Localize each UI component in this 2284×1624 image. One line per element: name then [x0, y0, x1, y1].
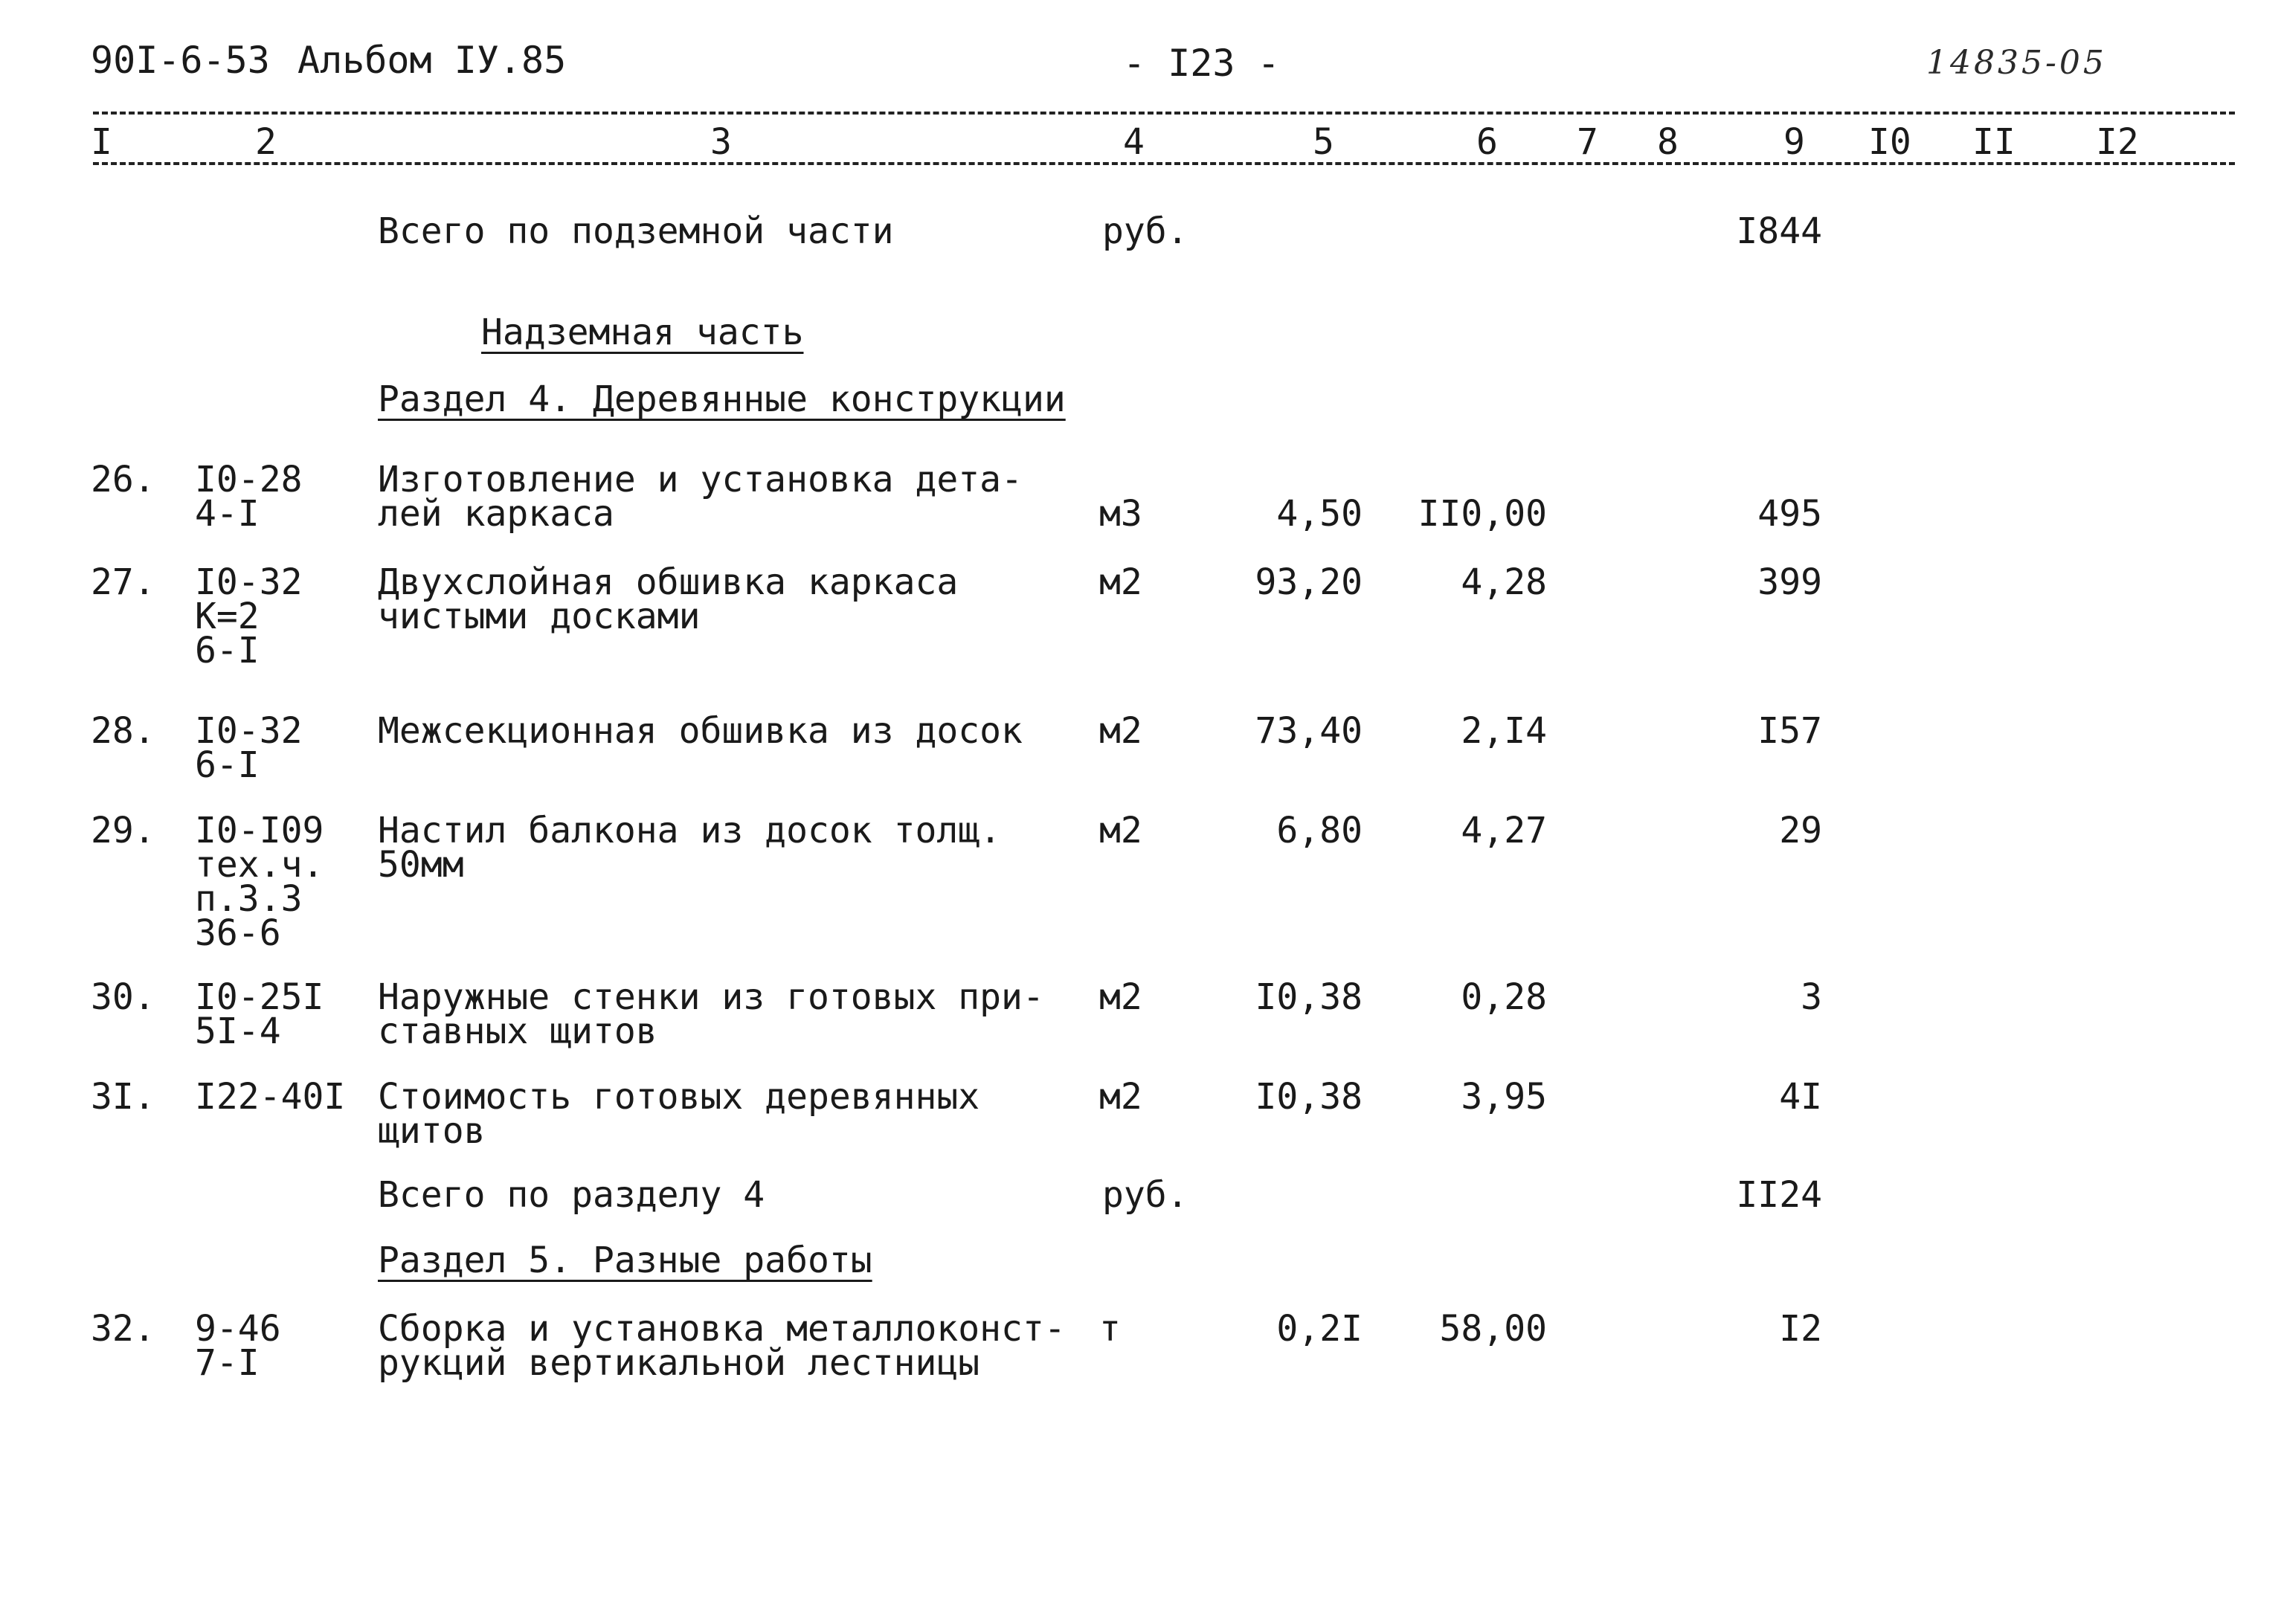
row-number: 26. — [91, 459, 155, 500]
row-description: чистыми досками — [378, 596, 701, 637]
row-description: рукций вертикальной лестницы — [378, 1342, 980, 1384]
row-quantity: 6,80 — [1276, 810, 1363, 851]
column-number: 7 — [1577, 121, 1598, 163]
column-number: 9 — [1783, 121, 1805, 163]
section-heading: Раздел 5. Разные работы — [378, 1240, 872, 1281]
row-quantity: 73,40 — [1255, 710, 1363, 752]
album-label: Альбом IУ.85 — [297, 39, 567, 82]
page-number: - I23 - — [1123, 42, 1280, 85]
row-price: 4,28 — [1461, 561, 1547, 603]
row-unit: т — [1099, 1308, 1121, 1350]
row-description: ставных щитов — [378, 1011, 657, 1052]
column-number: 6 — [1476, 121, 1498, 163]
row-description: Стоимость готовых деревянных — [378, 1076, 980, 1118]
handwritten-number: 14835-05 — [1926, 44, 2107, 82]
row-quantity: I0,38 — [1255, 976, 1363, 1018]
column-number: I0 — [1868, 121, 1911, 163]
column-number: 2 — [255, 121, 277, 163]
subheading-above-ground: Надземная часть — [481, 312, 804, 353]
row-number: 28. — [91, 710, 155, 752]
row-total: 399 — [1757, 561, 1822, 603]
row-number: 3I. — [91, 1076, 155, 1118]
row-number: 32. — [91, 1308, 155, 1350]
row-price: 0,28 — [1461, 976, 1547, 1018]
row-unit: м2 — [1099, 710, 1142, 752]
total-unit: руб. — [1102, 1174, 1188, 1216]
row-code: 5I-4 — [195, 1011, 281, 1052]
row-code: 6-I — [195, 630, 260, 671]
row-quantity: I0,38 — [1255, 1076, 1363, 1118]
column-number: I2 — [2096, 121, 2139, 163]
row-code: I22-40I — [195, 1076, 346, 1118]
row-description: лей каркаса — [378, 493, 614, 535]
row-unit: м3 — [1099, 493, 1142, 535]
doc-code: 90I-6-53 — [91, 39, 270, 82]
row-code: п.3.3 — [195, 878, 303, 920]
row-number: 29. — [91, 810, 155, 851]
row-code: I0-32 — [195, 710, 303, 752]
header-rule-top — [93, 112, 2235, 115]
row-total: I2 — [1779, 1308, 1822, 1350]
row-number: 27. — [91, 561, 155, 603]
row-code: I0-I09 — [195, 810, 324, 851]
row-description: Сборка и установка металлоконст- — [378, 1308, 1066, 1350]
row-code: 6-I — [195, 744, 260, 786]
total-label: Всего по разделу 4 — [378, 1174, 765, 1216]
row-number: 30. — [91, 976, 155, 1018]
row-code: I0-28 — [195, 459, 303, 500]
row-code: 7-I — [195, 1342, 260, 1384]
row-price: 2,I4 — [1461, 710, 1547, 752]
total-value: I844 — [1736, 210, 1822, 252]
row-code: 4-I — [195, 493, 260, 535]
section-heading: Раздел 4. Деревянные конструкции — [378, 378, 1066, 420]
total-label: Всего по подземной части — [378, 210, 894, 252]
row-unit: м2 — [1099, 810, 1142, 851]
header-rule-bottom — [93, 162, 2235, 165]
column-number: 4 — [1123, 121, 1145, 163]
row-total: 29 — [1779, 810, 1822, 851]
row-description: Настил балкона из досок толщ. — [378, 810, 1002, 851]
column-number: II — [1972, 121, 2016, 163]
row-unit: м2 — [1099, 1076, 1142, 1118]
row-unit: м2 — [1099, 561, 1142, 603]
row-code: 9-46 — [195, 1308, 281, 1350]
row-description: Межсекционная обшивка из досок — [378, 710, 1023, 752]
row-price: 3,95 — [1461, 1076, 1547, 1118]
row-price: II0,00 — [1418, 493, 1547, 535]
row-quantity: 93,20 — [1255, 561, 1363, 603]
row-code: 36-6 — [195, 912, 281, 954]
row-price: 58,00 — [1439, 1308, 1547, 1350]
row-code: тех.ч. — [195, 844, 324, 886]
row-description: Наружные стенки из готовых при- — [378, 976, 1044, 1018]
total-unit: руб. — [1102, 210, 1188, 252]
column-number: I — [91, 121, 112, 163]
row-description: щитов — [378, 1110, 486, 1152]
row-description: Двухслойная обшивка каркаса — [378, 561, 959, 603]
row-code: I0-25I — [195, 976, 324, 1018]
row-total: I57 — [1757, 710, 1822, 752]
row-total: 4I — [1779, 1076, 1822, 1118]
row-unit: м2 — [1099, 976, 1142, 1018]
row-total: 495 — [1757, 493, 1822, 535]
row-quantity: 0,2I — [1276, 1308, 1363, 1350]
row-code: I0-32 — [195, 561, 303, 603]
total-value: II24 — [1736, 1174, 1822, 1216]
column-number: 3 — [710, 121, 732, 163]
column-number: 5 — [1313, 121, 1334, 163]
row-description: 50мм — [378, 844, 464, 886]
row-total: 3 — [1801, 976, 1822, 1018]
row-quantity: 4,50 — [1276, 493, 1363, 535]
row-code: К=2 — [195, 596, 260, 637]
row-price: 4,27 — [1461, 810, 1547, 851]
row-description: Изготовление и установка дета- — [378, 459, 1023, 500]
column-number: 8 — [1657, 121, 1679, 163]
